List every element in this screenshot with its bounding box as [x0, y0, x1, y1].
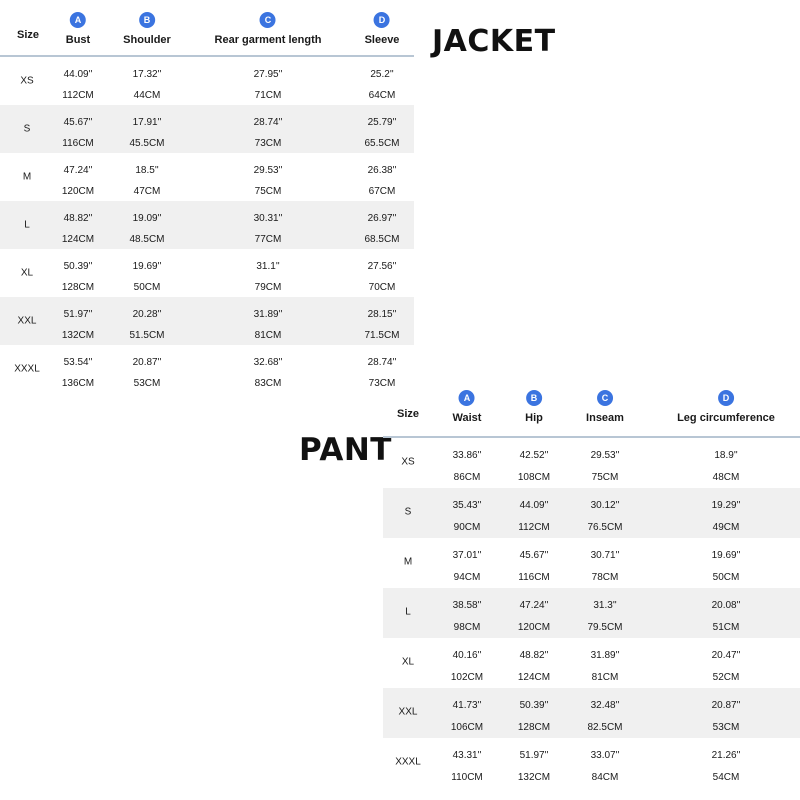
size-cell: XXL — [17, 315, 37, 327]
sleeve-cm: 73CM — [368, 378, 396, 389]
leg-circumference-inches: 21.26'' — [711, 750, 741, 761]
bust-inches: 50.39'' — [63, 261, 93, 272]
column-label: Sleeve — [364, 34, 400, 46]
leg-circumference-cm: 54CM — [712, 772, 740, 783]
waist-inches: 40.16'' — [452, 650, 482, 661]
table-row — [0, 249, 414, 297]
column-label: Bust — [65, 34, 91, 46]
column-badge-c: C — [597, 390, 613, 406]
jacket-size-table — [0, 0, 414, 392]
leg-circumference-cm: 53CM — [712, 722, 740, 733]
bust-inches: 45.67'' — [63, 117, 93, 128]
shoulder-inches: 17.91'' — [132, 117, 162, 128]
inseam-inches: 31.3'' — [593, 600, 617, 611]
shoulder-cm: 45.5CM — [129, 138, 165, 149]
table-row — [383, 688, 800, 738]
bust-inches: 53.54'' — [63, 357, 93, 368]
jacket-title: JACKET — [432, 24, 556, 59]
bust-cm: 128CM — [61, 282, 95, 293]
shoulder-inches: 18.5'' — [135, 165, 159, 176]
hip-cm: 132CM — [517, 772, 551, 783]
column-label: Rear garment length — [214, 34, 322, 46]
shoulder-inches: 20.87'' — [132, 357, 162, 368]
table-row — [0, 105, 414, 153]
waist-inches: 37.01'' — [452, 550, 482, 561]
hip-cm: 116CM — [518, 572, 550, 583]
inseam-inches: 30.12'' — [590, 500, 620, 511]
rear-length-inches: 27.95'' — [253, 69, 283, 80]
leg-circumference-inches: 20.47'' — [711, 650, 741, 661]
column-label: Hip — [525, 412, 543, 424]
column-badge-d: D — [718, 390, 734, 406]
table-row — [0, 57, 414, 105]
size-cell: XL — [20, 267, 34, 279]
hip-inches: 42.52'' — [519, 450, 549, 461]
size-column-header: Size — [397, 408, 420, 420]
sleeve-inches: 26.97'' — [367, 213, 397, 224]
rear-length-cm: 73CM — [254, 138, 282, 149]
table-row — [383, 538, 800, 588]
rear-length-cm: 77CM — [254, 234, 282, 245]
sleeve-inches: 27.56'' — [367, 261, 397, 272]
inseam-inches: 29.53'' — [590, 450, 620, 461]
column-badge-b: B — [139, 12, 155, 28]
bust-cm: 120CM — [61, 186, 95, 197]
leg-circumference-cm: 49CM — [712, 522, 740, 533]
rear-length-inches: 29.53'' — [253, 165, 283, 176]
leg-circumference-cm: 48CM — [712, 472, 740, 483]
hip-cm: 108CM — [517, 472, 551, 483]
size-cell: XXL — [398, 706, 418, 718]
hip-inches: 51.97'' — [519, 750, 549, 761]
column-header-sleeve — [365, 12, 400, 46]
inseam-cm: 79.5CM — [587, 622, 623, 633]
hip-cm: 120CM — [517, 622, 551, 633]
rear-length-inches: 30.31'' — [253, 213, 283, 224]
waist-cm: 90CM — [453, 522, 481, 533]
shoulder-inches: 19.09'' — [132, 213, 162, 224]
bust-cm: 132CM — [61, 330, 95, 341]
inseam-cm: 76.5CM — [587, 522, 623, 533]
bust-cm: 112CM — [62, 90, 94, 101]
leg-circumference-inches: 19.69'' — [711, 550, 741, 561]
waist-inches: 41.73'' — [452, 700, 482, 711]
column-badge-c: C — [260, 12, 276, 28]
bust-cm: 136CM — [61, 378, 95, 389]
column-header-waist — [453, 390, 482, 424]
rear-length-inches: 31.89'' — [253, 309, 283, 320]
size-cell: XS — [20, 75, 34, 87]
hip-inches: 48.82'' — [519, 650, 549, 661]
inseam-cm: 75CM — [591, 472, 619, 483]
bust-inches: 48.82'' — [63, 213, 93, 224]
shoulder-cm: 51.5CM — [129, 330, 165, 341]
sleeve-cm: 67CM — [368, 186, 396, 197]
leg-circumference-inches: 20.08'' — [711, 600, 741, 611]
hip-cm: 128CM — [517, 722, 551, 733]
waist-inches: 38.58'' — [452, 600, 482, 611]
table-row — [383, 738, 800, 788]
hip-cm: 112CM — [518, 522, 550, 533]
column-header-leg-circumference — [677, 390, 775, 424]
bust-cm: 124CM — [61, 234, 95, 245]
size-cell: XL — [401, 656, 415, 668]
sleeve-cm: 64CM — [368, 90, 396, 101]
pant-table-header — [383, 384, 800, 438]
leg-circumference-inches: 20.87'' — [711, 700, 741, 711]
jacket-table-header — [0, 0, 414, 57]
inseam-cm: 78CM — [591, 572, 619, 583]
inseam-cm: 81CM — [591, 672, 619, 683]
column-label: Waist — [452, 412, 482, 424]
column-header-shoulder — [123, 12, 171, 46]
leg-circumference-cm: 52CM — [712, 672, 740, 683]
sleeve-inches: 28.74'' — [367, 357, 397, 368]
waist-cm: 86CM — [453, 472, 481, 483]
column-header-bust — [66, 12, 90, 46]
table-row — [0, 153, 414, 201]
sleeve-cm: 71.5CM — [364, 330, 400, 341]
leg-circumference-inches: 19.29'' — [711, 500, 741, 511]
table-row — [0, 297, 414, 345]
inseam-inches: 31.89'' — [590, 650, 620, 661]
waist-cm: 98CM — [453, 622, 481, 633]
shoulder-inches: 17.32'' — [132, 69, 162, 80]
sleeve-inches: 25.2'' — [370, 69, 394, 80]
waist-cm: 102CM — [450, 672, 484, 683]
hip-cm: 124CM — [517, 672, 551, 683]
shoulder-cm: 47CM — [133, 186, 161, 197]
leg-circumference-cm: 50CM — [712, 572, 740, 583]
rear-length-cm: 81CM — [254, 330, 282, 341]
rear-length-cm: 83CM — [254, 378, 282, 389]
inseam-inches: 30.71'' — [590, 550, 620, 561]
leg-circumference-inches: 18.9'' — [714, 450, 738, 461]
hip-inches: 47.24'' — [519, 600, 549, 611]
column-label: Inseam — [586, 412, 624, 424]
table-row — [383, 638, 800, 688]
inseam-cm: 84CM — [591, 772, 619, 783]
hip-inches: 50.39'' — [519, 700, 549, 711]
rear-length-cm: 75CM — [254, 186, 282, 197]
column-label: Leg circumference — [677, 412, 775, 424]
leg-circumference-cm: 51CM — [712, 622, 740, 633]
size-cell: S — [404, 506, 412, 518]
rear-length-inches: 32.68'' — [253, 357, 283, 368]
bust-inches: 44.09'' — [63, 69, 93, 80]
rear-length-inches: 28.74'' — [253, 117, 283, 128]
size-cell: M — [403, 556, 413, 568]
sleeve-inches: 26.38'' — [367, 165, 397, 176]
size-cell: L — [24, 219, 30, 231]
size-cell: L — [405, 606, 411, 618]
hip-inches: 45.67'' — [519, 550, 549, 561]
sleeve-cm: 65.5CM — [364, 138, 400, 149]
shoulder-cm: 53CM — [133, 378, 161, 389]
column-header-hip — [525, 390, 543, 424]
table-row — [0, 201, 414, 249]
inseam-cm: 82.5CM — [587, 722, 623, 733]
inseam-inches: 33.07'' — [590, 750, 620, 761]
table-row — [0, 345, 414, 393]
waist-cm: 94CM — [453, 572, 481, 583]
sleeve-inches: 28.15'' — [367, 309, 397, 320]
shoulder-inches: 20.28'' — [132, 309, 162, 320]
waist-inches: 33.86'' — [452, 450, 482, 461]
shoulder-cm: 50CM — [133, 282, 161, 293]
column-header-rear-garment-length — [215, 12, 322, 46]
rear-length-cm: 79CM — [254, 282, 282, 293]
bust-cm: 116CM — [62, 138, 94, 149]
bust-inches: 51.97'' — [63, 309, 93, 320]
column-header-inseam — [586, 390, 624, 424]
waist-inches: 35.43'' — [452, 500, 482, 511]
size-cell: XS — [401, 456, 415, 468]
shoulder-inches: 19.69'' — [132, 261, 162, 272]
waist-cm: 106CM — [450, 722, 484, 733]
rear-length-cm: 71CM — [254, 90, 282, 101]
hip-inches: 44.09'' — [519, 500, 549, 511]
pant-title: PANT — [299, 432, 392, 468]
size-cell: S — [23, 123, 31, 135]
column-badge-d: D — [374, 12, 390, 28]
table-row — [383, 438, 800, 488]
waist-cm: 110CM — [451, 772, 483, 783]
pant-size-table — [383, 384, 800, 800]
sleeve-cm: 70CM — [368, 282, 396, 293]
size-column-header: Size — [17, 29, 40, 41]
shoulder-cm: 44CM — [133, 90, 161, 101]
size-cell: M — [22, 171, 32, 183]
sleeve-cm: 68.5CM — [364, 234, 400, 245]
size-cell: XXXL — [395, 756, 421, 768]
inseam-inches: 32.48'' — [590, 700, 620, 711]
jacket-table-body — [0, 57, 414, 393]
pant-table-body — [383, 438, 800, 788]
table-row — [383, 588, 800, 638]
rear-length-inches: 31.1'' — [256, 261, 280, 272]
size-cell: XXXL — [14, 363, 40, 375]
bust-inches: 47.24'' — [63, 165, 93, 176]
column-badge-b: B — [526, 390, 542, 406]
waist-inches: 43.31'' — [452, 750, 482, 761]
table-row — [383, 488, 800, 538]
sleeve-inches: 25.79'' — [367, 117, 397, 128]
shoulder-cm: 48.5CM — [129, 234, 165, 245]
column-badge-a: A — [70, 12, 86, 28]
column-badge-a: A — [459, 390, 475, 406]
column-label: Shoulder — [123, 34, 171, 46]
